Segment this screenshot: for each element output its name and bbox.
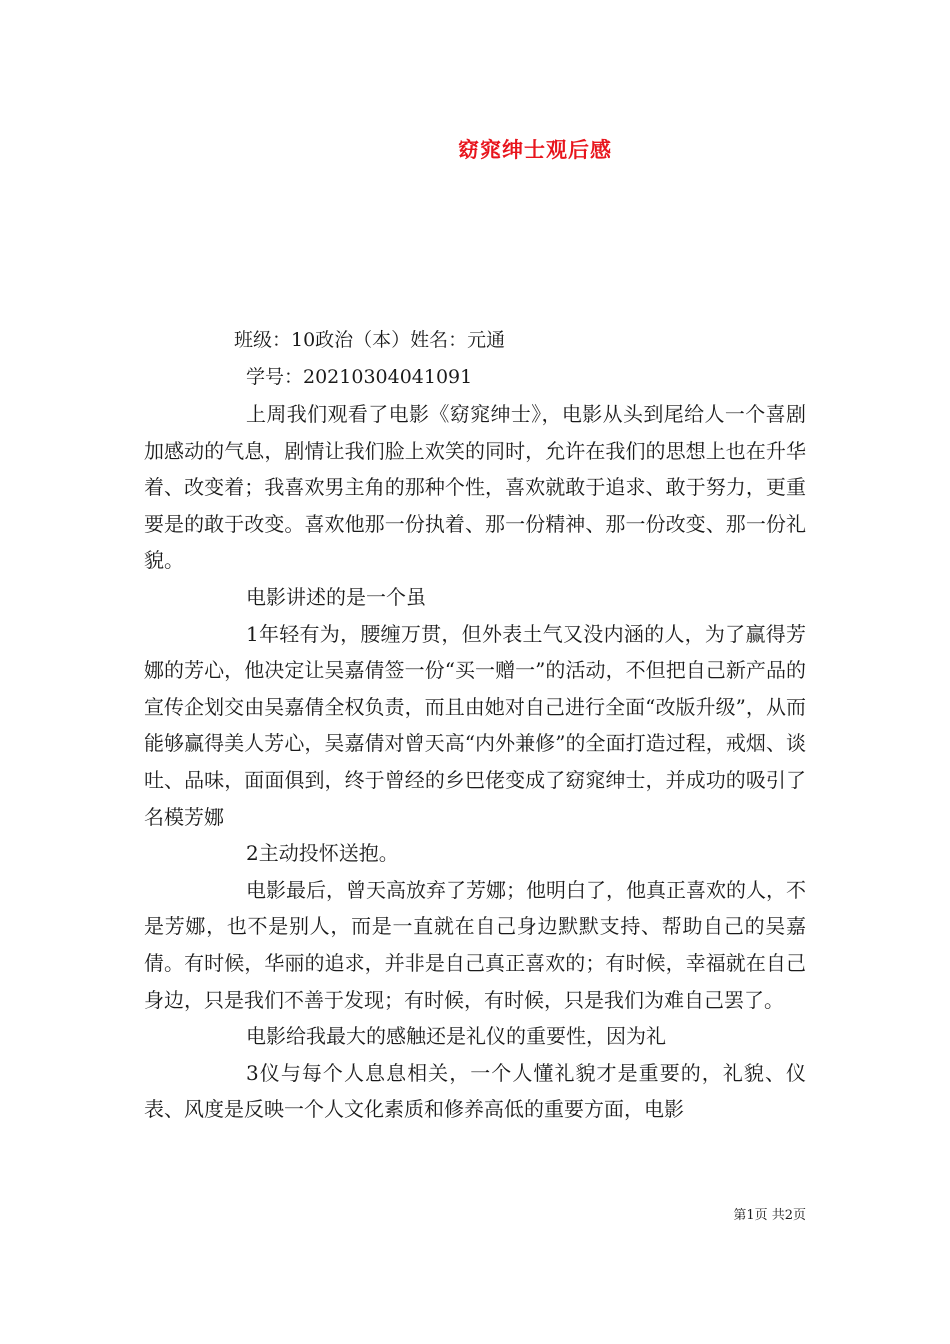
paragraph: 电影给我最大的感触还是礼仪的重要性，因为礼 [246,1024,666,1049]
paragraph: 2主动投怀送抱。 [246,841,399,866]
page-footer: 第1页 共2页 [733,1208,806,1223]
paragraph: 1年轻有为，腰缠万贯，但外表土气又没内涵的人，为了赢得芳娜的芳心，他决定让吴嘉倩签一份“买一赠一”的活动，不但把自己新产品的宣传企划交由吴嘉倩全权负责，而且由她对自己进行全面“改版升级”，从而能够赢得美人芳心，吴嘉倩对曾天高“内外兼修”的全面打造过程，戒烟、谈吐、品味，面面俱到，终于曾经的乡巴佬变成了窈窕绅士，并成功的吸引了名模芳娜 [144,621,806,829]
paragraph: 电影最后，曾天高放弃了芳娜；他明白了，他真正喜欢的人，不是芳娜，也不是别人，而是一直就在自己身边默默支持、帮助自己的吴嘉倩。有时候，华丽的追求，并非是自己真正喜欢的；有时候，幸福就在自己身边，只是我们不善于发现；有时候，有时候，只是我们为难自己罢了。 [144,877,806,1012]
student-id-line: 学号：20210304041091 [246,366,473,388]
class-name-line: 班级：10政治（本）姓名：元通 [234,329,506,351]
document-title: 窈窕绅士观后感 [458,138,612,162]
document-body [144,396,806,1128]
paragraph: 3仪与每个人息息相关，一个人懂礼貌才是重要的，礼貌、仪表、风度是反映一个人文化素质和修养高低的重要方面，电影 [144,1060,806,1122]
paragraph: 上周我们观看了电影《窈窕绅士》，电影从头到尾给人一个喜剧加感动的气息，剧情让我们脸上欢笑的同时，允许在我们的思想上也在升华着、改变着；我喜欢男主角的那种个性，喜欢就敢于追求、敢于努力，更重要是的敢于改变。喜欢他那一份执着、那一份精神、那一份改变、那一份礼貌。 [144,402,806,573]
paragraph: 电影讲述的是一个虽 [246,584,426,609]
